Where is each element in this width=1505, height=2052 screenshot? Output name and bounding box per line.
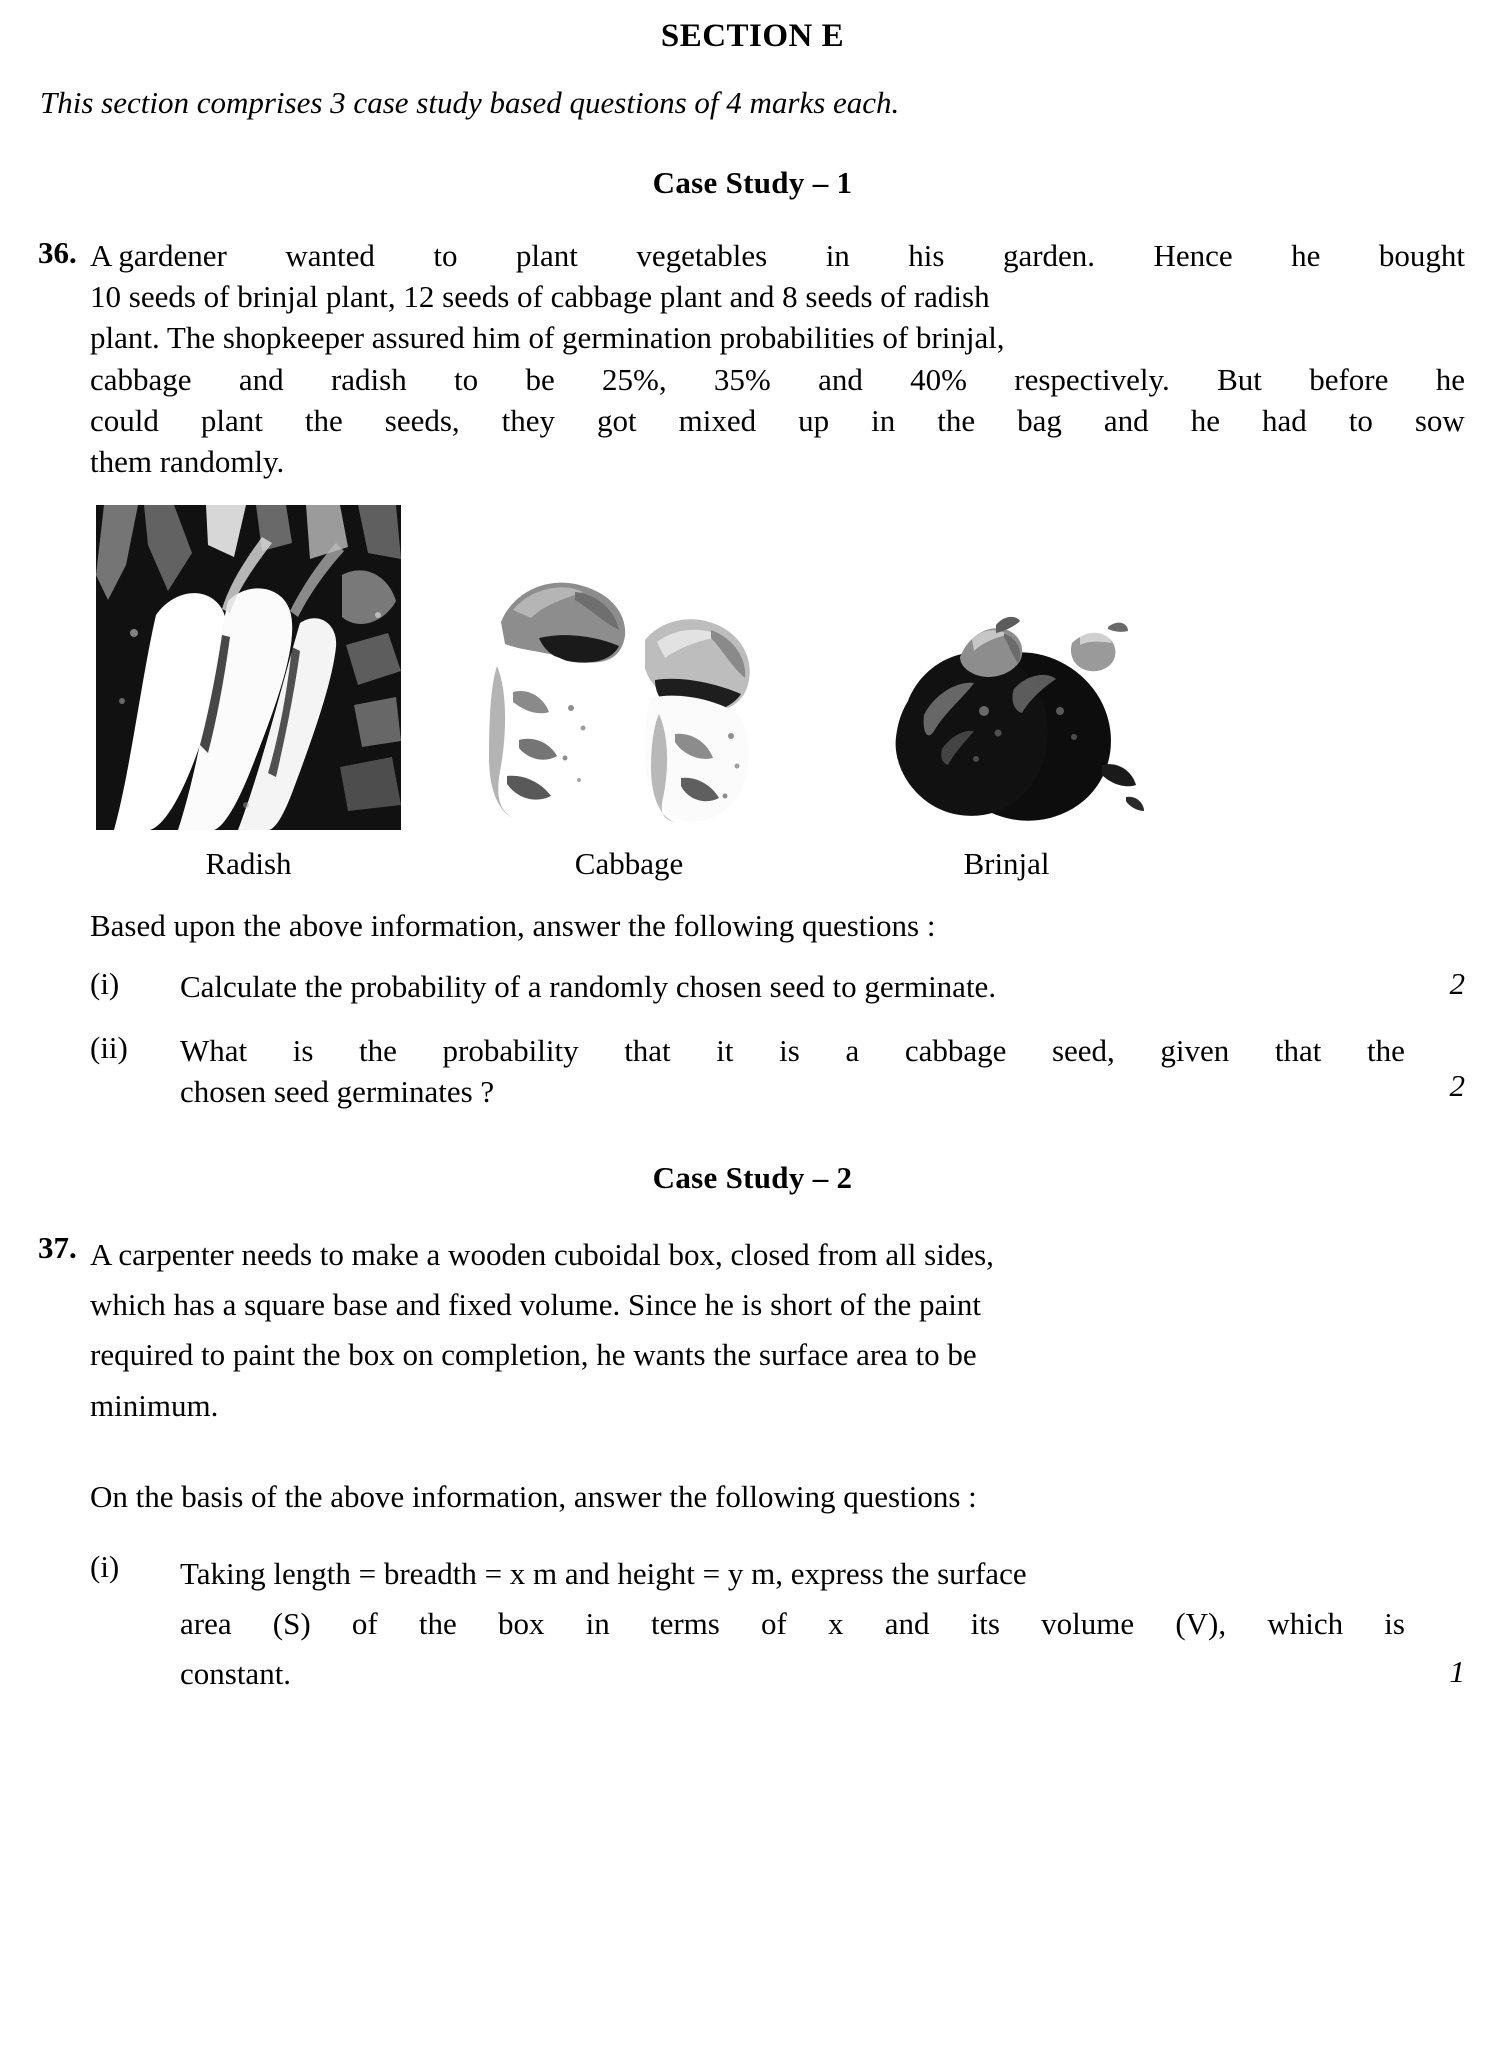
question-37-lead-line: On the basis of the above information, answer the following questions : xyxy=(90,1478,977,1514)
caption-brinjal: Brinjal xyxy=(963,846,1050,882)
sub-question-line: area (S) of the box in terms of x and its volume (V), which is xyxy=(180,1606,1405,1642)
question-36-sub-i xyxy=(90,966,1465,1007)
sub-question-label: (i) xyxy=(90,966,120,1002)
sub-question-line: What is the probability that it is a cabbage seed, given that the xyxy=(180,1032,1405,1068)
sub-question-label: (ii) xyxy=(90,1029,128,1065)
paragraph-line: which has a square base and fixed volume. Since he is short of the paint xyxy=(90,1287,982,1323)
marks-value: 2 xyxy=(1449,1067,1465,1103)
section-title: SECTION E xyxy=(660,18,845,54)
caption-cabbage: Cabbage xyxy=(574,846,684,882)
figure-caption-row xyxy=(90,846,1465,882)
paragraph-line: plant. The shopkeeper assured him of germination probabilities of brinjal, xyxy=(90,320,1005,356)
paragraph-line: 10 seeds of brinjal plant, 12 seeds of cabbage plant and 8 seeds of radish xyxy=(90,279,990,315)
paragraph-line: required to paint the box on completion, he wants the surface area to be xyxy=(90,1337,977,1373)
sub-question-text xyxy=(180,1030,1405,1112)
cabbage-photo xyxy=(479,570,779,830)
question-37-sub-i xyxy=(90,1549,1465,1700)
sub-question-line: Calculate the probability of a randomly chosen seed to germinate. xyxy=(180,969,997,1005)
radish-photo xyxy=(96,505,401,830)
question-36-body xyxy=(90,235,1465,1109)
exam-page xyxy=(0,18,1505,2052)
sub-question-text xyxy=(180,1549,1405,1700)
radish-image xyxy=(96,505,401,830)
paragraph-line: cabbage and radish to be 25%, 35% and 40% respectively. But before he xyxy=(90,361,1465,397)
question-37-paragraph xyxy=(90,1230,1465,1431)
question-37-number: 37. xyxy=(38,1229,77,1265)
sub-question-label: (i) xyxy=(90,1548,120,1584)
brinjal-photo xyxy=(864,615,1149,830)
paragraph-line: A gardener wanted to plant vegetables in his garden. Hence he bought xyxy=(90,238,1465,273)
sub-question-text xyxy=(180,966,1405,1007)
question-36-sub-ii xyxy=(90,1030,1465,1112)
question-36-number: 36. xyxy=(38,235,77,270)
sub-question-line: chosen seed germinates ? xyxy=(180,1073,495,1109)
question-36-block xyxy=(0,235,1505,1109)
case-study-1-heading: Case Study – 1 xyxy=(652,165,853,200)
paragraph-line: A carpenter needs to make a wooden cuboidal box, closed from all sides, xyxy=(90,1236,994,1272)
question-37-body xyxy=(90,1230,1465,1690)
brinjal-image xyxy=(864,615,1149,830)
sub-question-line: Taking length = breadth = x m and height = y m, express the surface xyxy=(180,1555,1027,1591)
marks-value: 2 xyxy=(1449,966,1465,1002)
paragraph-line: could plant the seeds, they got mixed up in the bag and he had to sow xyxy=(90,402,1465,438)
question-36-lead-line: Based upon the above information, answer the following questions : xyxy=(90,908,936,944)
marks-value: 1 xyxy=(1449,1653,1465,1689)
question-37-block xyxy=(0,1230,1505,1690)
caption-radish: Radish xyxy=(205,846,292,882)
case-study-2-heading: Case Study – 2 xyxy=(652,1159,853,1195)
paragraph-line: minimum. xyxy=(90,1387,219,1423)
cabbage-image xyxy=(479,570,779,830)
section-instruction-note: This section comprises 3 case study based questions of 4 marks each. xyxy=(40,85,900,120)
sub-question-line: constant. xyxy=(180,1656,292,1692)
paragraph-line: them randomly. xyxy=(90,444,285,480)
question-36-paragraph xyxy=(90,235,1465,482)
vegetable-figure-row xyxy=(90,500,1465,830)
